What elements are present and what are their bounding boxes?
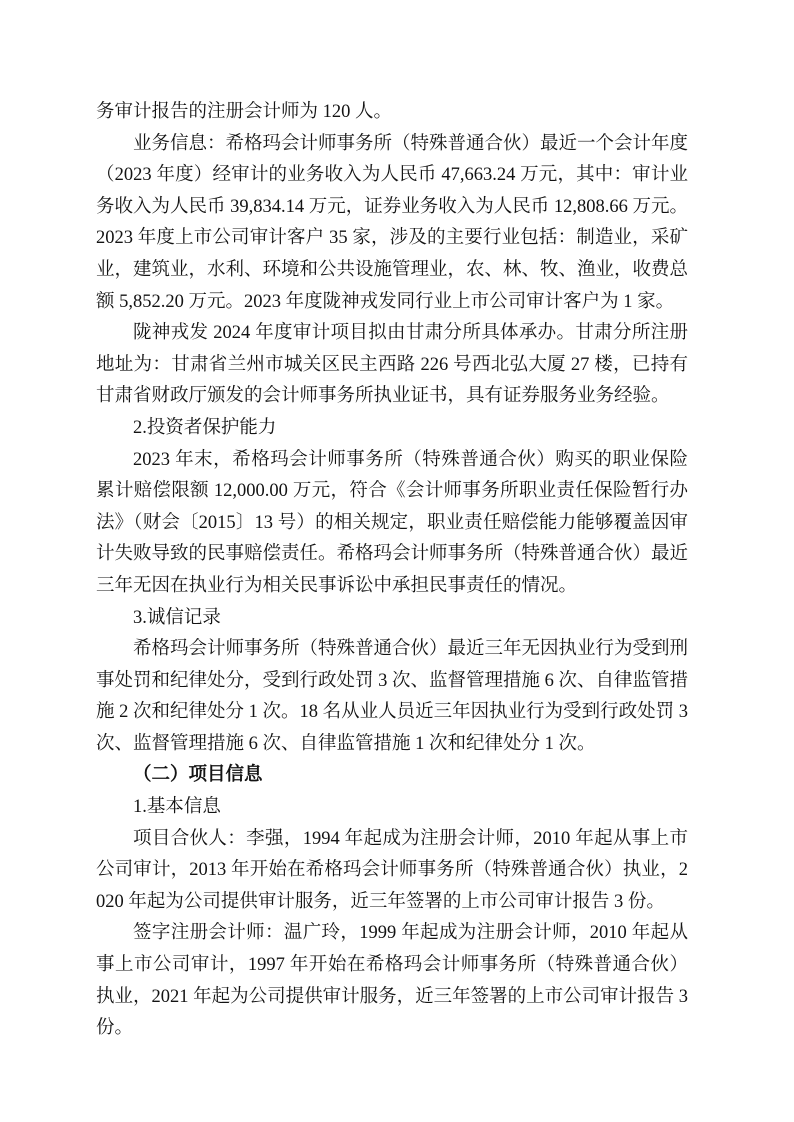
paragraph-continuation-cpa-count: 务审计报告的注册会计师为 120 人。 bbox=[96, 102, 393, 122]
paragraph-integrity-record: 希格玛会计师事务所（特殊普通合伙）最近三年无因执业行为受到刑事处罚和纪律处分，受到行政处罚 3 次、监督管理措施 6 次、自律监管措施 2 次和纪律处分 1 次。18 名从业人员近三年因执业行为受到行政处罚 3 次、监督管理措施 6 次、自律监管措施 1 次和纪律处分 1 次。 bbox=[96, 639, 689, 754]
document-body bbox=[96, 97, 688, 1045]
paragraph-business-info: 业务信息：希格玛会计师事务所（特殊普通合伙）最近一个会计年度（2023 年度）经审计的业务收入为人民币 47,663.24 万元，其中：审计业务收入为人民币 39,834.14 万元，证券业务收入为人民币 12,808.66 万元。2023 年度上市公司审计客户 35 家，涉及的主要行业包括：制造业，采矿业，建筑业，水利、环境和公共设施管理业，农、林、牧、渔业，收费总额 5,852.20 万元。2023 年度陇神戎发同行业上市公司审计客户为 1 家。 bbox=[96, 133, 689, 312]
heading-integrity-record: 3.诚信记录 bbox=[133, 607, 221, 628]
heading-project-info: （二）项目信息 bbox=[133, 765, 263, 786]
heading-basic-info: 1.基本信息 bbox=[133, 797, 221, 818]
paragraph-signing-cpa: 签字注册会计师：温广玲，1999 年起成为注册会计师，2010 年起从事上市公司审计，1997 年开始在希格玛会计师事务所（特殊普通合伙）执业，2021 年起为公司提供审计服务，近三年签署的上市公司审计报告 3 份。 bbox=[96, 923, 689, 1039]
paragraph-project-partner: 项目合伙人：李强，1994 年起成为注册会计师，2010 年起从事上市公司审计，2013 年开始在希格玛会计师事务所（特殊普通合伙）执业，2020 年起为公司提供审计服务，近三年签署的上市公司审计报告 3 份。 bbox=[96, 828, 688, 912]
heading-investor-protection: 2.投资者保护能力 bbox=[133, 417, 277, 438]
paragraph-insurance: 2023 年末，希格玛会计师事务所（特殊普通合伙）购买的职业保险累计赔偿限额 12,000.00 万元，符合《会计师事务所职业责任保险暂行办法》（财会〔2015〕13 号）的相关规定，职业责任赔偿能力能够覆盖因审计失败导致的民事赔偿责任。希格玛会计师事务所（特殊普通合伙）最近三年无因在执业行为相关民事诉讼中承担民事责任的情况。 bbox=[96, 449, 689, 596]
paragraph-gansu-branch: 陇神戎发 2024 年度审计项目拟由甘肃分所具体承办。甘肃分所注册地址为：甘肃省兰州市城关区民主西路 226 号西北弘大厦 27 楼，已持有甘肃省财政厅颁发的会计师事务所执业证书，具有证券服务业务经验。 bbox=[96, 323, 688, 407]
